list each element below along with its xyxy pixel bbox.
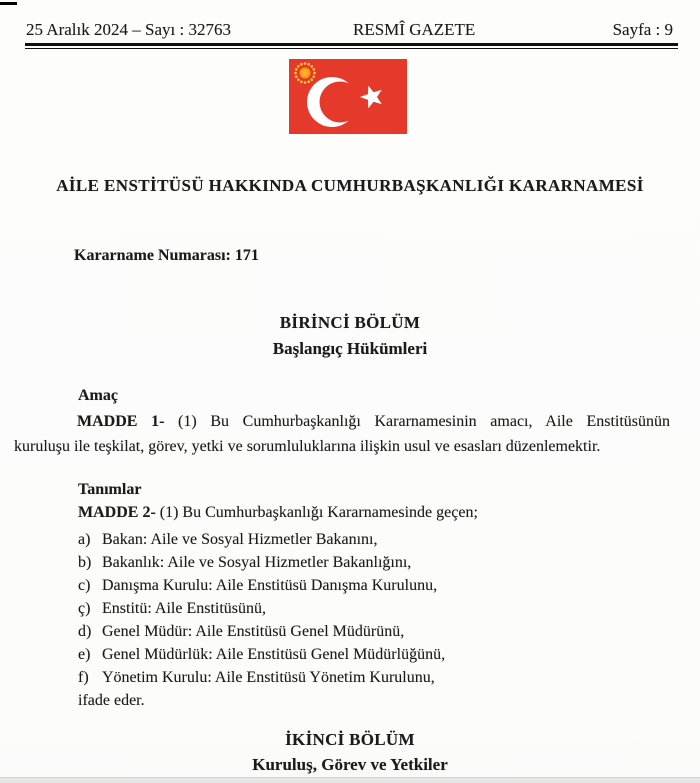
header-gazette-name: RESMÎ GAZETE	[353, 20, 476, 39]
article1-line1-text: (1) Bu Cumhurbaşkanlığı Kararnamesinin amacı, Aile Enstitüsünün	[164, 413, 671, 430]
definitions-heading: Tanımlar	[78, 481, 142, 498]
item-marker: b)	[78, 554, 92, 571]
header-date-issue: 25 Aralık 2024 – Sayı : 32763	[26, 20, 231, 39]
header-double-rule	[25, 43, 678, 49]
item-marker: a)	[78, 531, 91, 548]
decree-title: AİLE ENSTİTÜSÜ HAKKINDA CUMHURBAŞKANLIĞI KARARNAMESİ	[56, 176, 644, 195]
chapter-one-heading: BİRİNCİ BÖLÜM	[279, 313, 421, 332]
chapter-one-subheading: Başlangıç Hükümleri	[272, 339, 428, 358]
article1-paragraph	[14, 409, 670, 459]
flag-image	[289, 59, 407, 134]
definition-item-e	[78, 643, 445, 666]
item-marker: e)	[78, 646, 91, 663]
item-marker: d)	[78, 623, 92, 640]
definition-item-b	[78, 551, 445, 574]
item-text: Danışma Kurulu: Aile Enstitüsü Danışma Kurulunu,	[102, 577, 438, 594]
item-text: Genel Müdürlük: Aile Enstitüsü Genel Müdürlüğünü,	[102, 646, 446, 663]
item-text: Bakan: Aile ve Sosyal Hizmetler Bakanını,	[102, 531, 378, 548]
item-text: Enstitü: Aile Enstitüsünü,	[102, 600, 267, 617]
scan-edge-strip	[0, 777, 700, 783]
item-marker: c)	[78, 577, 91, 594]
item-text: Bakanlık: Aile ve Sosyal Hizmetler Bakanlığını,	[102, 554, 412, 571]
scan-artifact-mark	[0, 2, 17, 5]
item-text: Yönetim Kurulu: Aile Enstitüsü Yönetim Kurulunu,	[102, 669, 435, 686]
definition-item-f	[78, 666, 445, 689]
definition-item-c	[78, 574, 445, 597]
header-page-number: Sayfa : 9	[612, 20, 673, 39]
definitions-closing: ifade eder.	[78, 692, 145, 709]
definition-item-c-cedilla	[78, 597, 445, 620]
article2-intro	[78, 504, 478, 522]
item-marker: ç)	[78, 600, 91, 617]
chapter-two-heading: İKİNCİ BÖLÜM	[285, 730, 415, 749]
article1-line2: kuruluşu ile teşkilat, görev, yetki ve sorumluluklarına ilişkin usul ve esasları düzenlemektir.	[14, 438, 601, 455]
article2-label: MADDE 2-	[78, 504, 156, 521]
definitions-list	[78, 528, 445, 712]
article1-label: MADDE 1-	[77, 413, 165, 430]
decree-number: Kararname Numarası: 171	[74, 247, 259, 264]
item-marker: f)	[78, 669, 89, 686]
chapter-two-subheading: Kuruluş, Görev ve Yetkiler	[252, 755, 448, 774]
rule-thick-line	[25, 43, 678, 46]
article2-intro-text: (1) Bu Cumhurbaşkanlığı Kararnamesinde geçen;	[155, 504, 478, 521]
article1-line1	[14, 409, 670, 434]
item-text: Genel Müdür: Aile Enstitüsü Genel Müdürünü,	[102, 623, 405, 640]
definition-item-a	[78, 528, 445, 551]
turkish-presidential-flag	[289, 59, 407, 134]
article1-heading: Amaç	[78, 387, 118, 404]
rule-thin-line	[25, 48, 678, 49]
definition-item-d	[78, 620, 445, 643]
